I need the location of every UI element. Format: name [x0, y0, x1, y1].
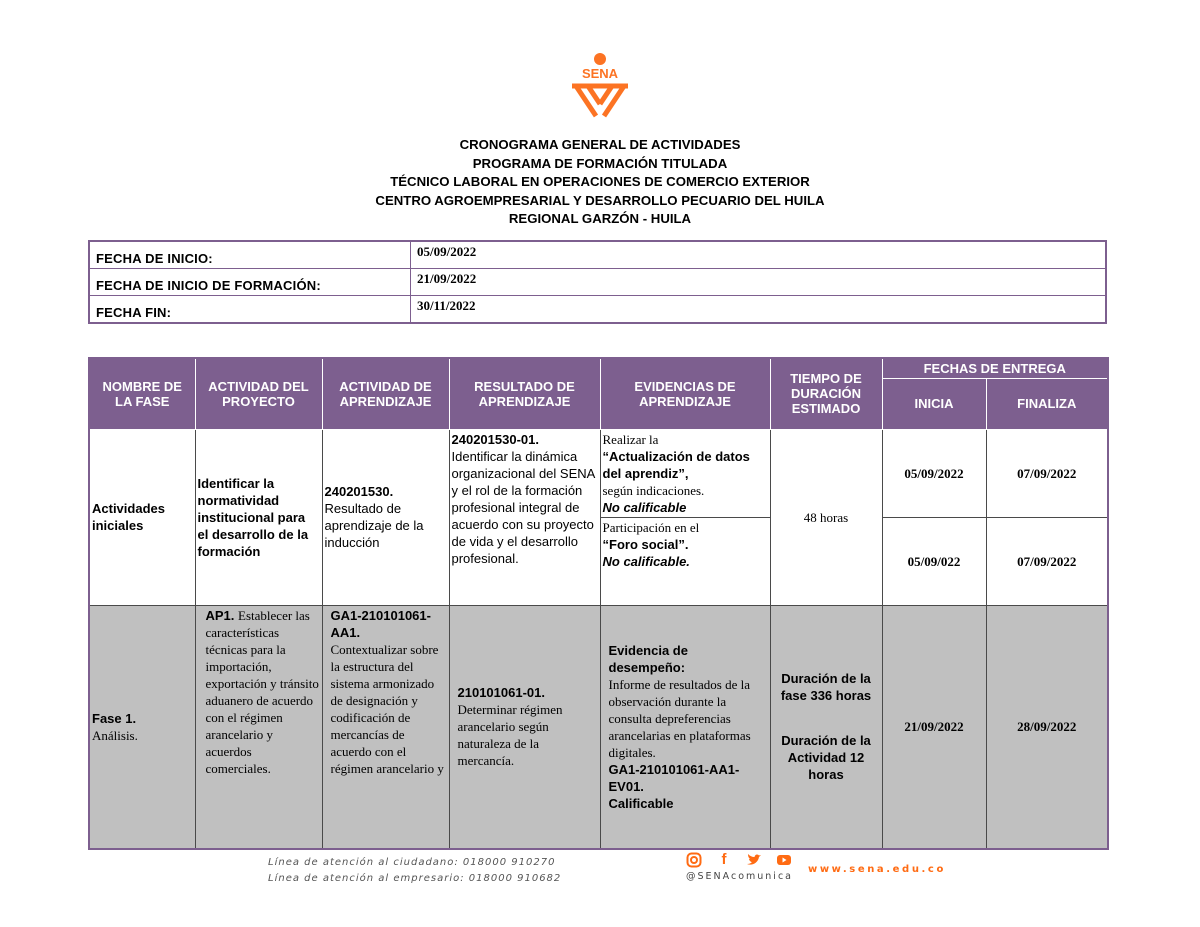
social-links [686, 852, 806, 882]
date-label: FECHA FIN: [89, 296, 411, 324]
fase-title: Fase 1. [92, 710, 137, 726]
dates-table [88, 240, 1107, 324]
footer-line: Línea de atención al ciudadano: 018000 910270 [268, 857, 556, 868]
evidencia-cell [600, 517, 770, 605]
social-handle[interactable]: @SENAcomunica [686, 871, 793, 882]
ra-code: 240201530-01. [451, 431, 539, 447]
aa-text: Contextualizar sobre la estructura del sistema armonizado de designación y codificación de mercancías de acuerdo con el régimen arancelario y [330, 641, 444, 776]
fase-name: Actividades iniciales [92, 501, 165, 533]
document-titles [200, 136, 1000, 229]
fase-cell [89, 429, 195, 605]
header-actividad-aprendizaje: ACTIVIDAD DE APRENDIZAJE [322, 358, 449, 429]
date-row [89, 269, 1106, 296]
finaliza-cell: 28/09/2022 [986, 605, 1108, 849]
ev-cal: No calificable. [602, 553, 690, 569]
date-value: 21/09/2022 [411, 269, 1107, 296]
ev-code: GA1-210101061-AA1-EV01. [608, 761, 740, 794]
ev-cal: Calificable [608, 795, 674, 811]
actividad-aprendizaje-cell [322, 605, 449, 849]
ra-code: 210101061-01. [457, 685, 545, 701]
ev-title: “Actualización de datos del aprendiz”, [602, 448, 750, 481]
instagram-icon[interactable] [686, 852, 702, 868]
evidencia-cell [600, 429, 770, 517]
actividad-proyecto-text: Identificar la normatividad institucional para el desarrollo de la formación [197, 475, 309, 559]
sena-logo [566, 52, 634, 120]
dur-actividad: Duración de la Actividad 12 horas [781, 733, 871, 783]
ra-text: Identificar la dinámica organizacional del SENA y el rol de la formación profesional integral de acuerdo con su proyecto de vida y el desarrollo profesional. [451, 448, 595, 566]
header-evidencias: EVIDENCIAS DE APRENDIZAJE [600, 358, 770, 429]
ev-cal: No calificable [602, 499, 687, 515]
ev-text: Informe de resultados de la observación durante la consulta depreferencias arancelarias en plataformas digitales. [608, 676, 751, 760]
fase-cell [89, 605, 195, 849]
fase-sub: Análisis. [92, 727, 138, 743]
title-line: REGIONAL GARZÓN - HUILA [508, 211, 692, 226]
facebook-icon[interactable]: f [721, 851, 727, 868]
ap-text: Establecer las características técnicas para la importación, exportación y tránsito aduanero de acuerdo con el régimen arancelario y acuerdos comerciales. [205, 607, 319, 776]
date-label: FECHA DE INICIO DE FORMACIÓN: [89, 269, 411, 296]
inicia-cell: 05/09/2022 [882, 429, 986, 517]
date-value: 30/11/2022 [411, 296, 1107, 324]
footer-line: Línea de atención al empresario: 018000 910682 [268, 873, 562, 884]
header-resultado: RESULTADO DE APRENDIZAJE [449, 358, 600, 429]
resultado-cell [449, 605, 600, 849]
ev-title: Evidencia de desempeño: [608, 642, 688, 675]
title-line: TÉCNICO LABORAL EN OPERACIONES DE COMERCIO EXTERIOR [390, 174, 810, 189]
aa-text: Resultado de aprendizaje de la inducción [324, 501, 424, 550]
header-tiempo: TIEMPO DE DURACIÓN ESTIMADO [770, 358, 882, 429]
actividad-proyecto-cell [195, 429, 322, 605]
date-row [89, 296, 1106, 324]
date-label: FECHA DE INICIO: [89, 241, 411, 269]
actividad-proyecto-cell [195, 605, 322, 849]
ap-code: AP1. [205, 607, 235, 623]
ra-text: Determinar régimen arancelario según naturaleza de la mercancía. [457, 702, 563, 769]
evidencia-cell [600, 605, 770, 849]
actividad-aprendizaje-cell [322, 429, 449, 605]
website-link[interactable]: www.sena.edu.co [808, 864, 946, 875]
ev-text: Participación en el [602, 519, 700, 535]
ev-title: “Foro social”. [602, 536, 689, 552]
youtube-icon[interactable] [776, 852, 792, 868]
finaliza-cell: 07/09/2022 [986, 429, 1108, 517]
header-finaliza: FINALIZA [986, 378, 1108, 429]
inicia-cell: 05/09/022 [882, 517, 986, 605]
resultado-cell [449, 429, 600, 605]
tiempo-cell: 48 horas [770, 429, 882, 605]
header-actividad-proyecto: ACTIVIDAD DEL PROYECTO [195, 358, 322, 429]
title-line: CENTRO AGROEMPRESARIAL Y DESARROLLO PECUARIO DEL HUILA [375, 192, 825, 208]
header-fechas-entrega: FECHAS DE ENTREGA [882, 358, 1108, 378]
date-value: 05/09/2022 [411, 241, 1107, 269]
schedule-table [88, 357, 1109, 850]
tiempo-cell [770, 605, 882, 849]
inicia-cell: 21/09/2022 [882, 605, 986, 849]
dur-fase: Duración de la fase 336 horas [780, 671, 872, 704]
date-row [89, 241, 1106, 269]
twitter-icon[interactable] [746, 852, 762, 868]
aa-code: GA1-210101061-AA1. [330, 607, 431, 640]
title-line: CRONOGRAMA GENERAL DE ACTIVIDADES [459, 137, 741, 152]
ev-text: según indicaciones. [602, 482, 705, 498]
ev-text: Realizar la [602, 431, 659, 447]
header-fase: NOMBRE DE LA FASE [89, 358, 195, 429]
footer-contact [268, 855, 561, 887]
finaliza-cell: 07/09/2022 [986, 517, 1108, 605]
header-inicia: INICIA [882, 378, 986, 429]
svg-text:SENA: SENA [581, 66, 619, 81]
title-line: PROGRAMA DE FORMACIÓN TITULADA [472, 155, 728, 171]
aa-code: 240201530. [324, 484, 394, 499]
